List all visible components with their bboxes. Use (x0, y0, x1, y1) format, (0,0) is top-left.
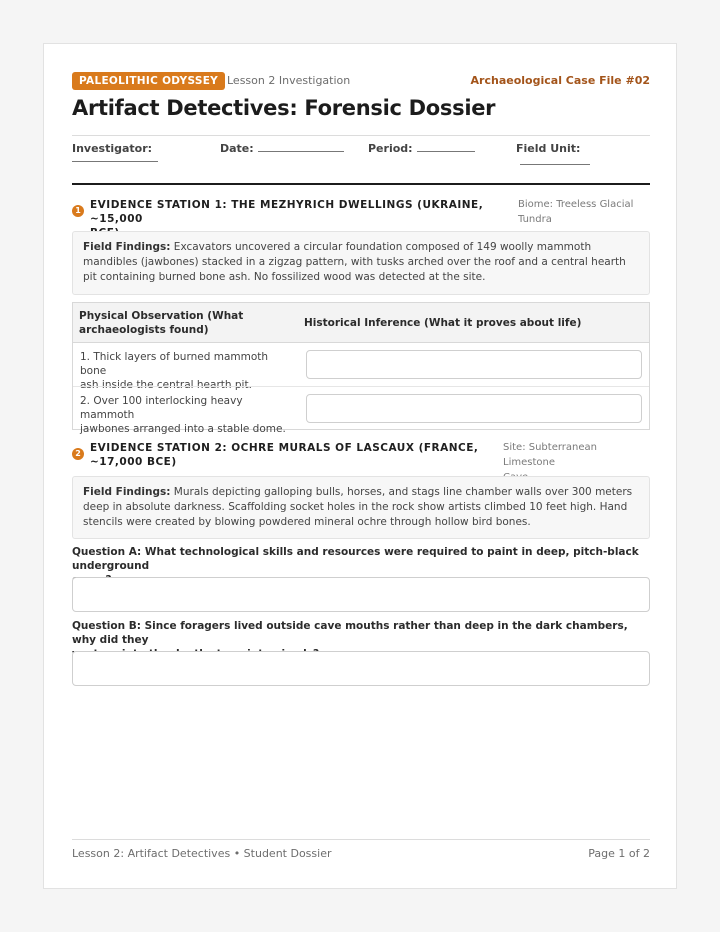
period-field[interactable] (368, 142, 475, 155)
column-header-observation: Physical Observation (What archaeologists found) (79, 310, 244, 336)
date-field[interactable] (220, 142, 344, 155)
observation-cell: 1. Thick layers of burned mammoth bone ash inside the central hearth pit. (80, 351, 269, 391)
station-2-badge: 2 (72, 448, 84, 460)
observation-cell: 2. Over 100 interlocking heavy mammoth jawbones arranged into a stable dome. (80, 395, 286, 435)
field-unit-line[interactable] (520, 156, 590, 165)
findings-label: Field Findings: (83, 486, 171, 498)
station-2-findings (72, 476, 650, 539)
findings-label: Field Findings: (83, 241, 171, 253)
field-unit-label: Field Unit: (516, 142, 581, 155)
meta-fields (72, 142, 650, 172)
station-1-biome: Biome: Treeless Glacial Tundra (518, 199, 634, 225)
page-title: Artifact Detectives: Forensic Dossier (72, 96, 496, 120)
column-header-inference: Historical Inference (What it proves about life) (304, 317, 582, 329)
station-1-badge: 1 (72, 205, 84, 217)
header-bar (72, 72, 650, 92)
station-1-title: EVIDENCE STATION 1: THE MEZHYRICH DWELLINGS (UKRAINE, ~15,000 (90, 199, 484, 225)
station-2-site: Site: Subterranean Limestone (503, 442, 597, 468)
question-b: Question B: Since foragers lived outside cave mouths rather than deep in the dark chambers, why did they (72, 620, 628, 646)
date-line[interactable] (258, 143, 344, 152)
period-label: Period: (368, 142, 413, 155)
unit-tag: PALEOLITHIC ODYSSEY (72, 72, 225, 90)
investigator-field[interactable] (72, 142, 152, 155)
inference-input-2[interactable] (306, 394, 642, 423)
investigator-label: Investigator: (72, 142, 153, 155)
station-2-title: EVIDENCE STATION 2: OCHRE MURALS OF LASCAUX (FRANCE, ~17,000 BCE) (90, 442, 479, 468)
worksheet-page (43, 43, 677, 889)
footer-divider (72, 839, 650, 840)
question-b-answer[interactable] (72, 651, 650, 686)
evidence-table (72, 302, 650, 435)
question-a-answer[interactable] (72, 577, 650, 612)
table-row (73, 343, 649, 391)
table-row (73, 386, 649, 435)
footer-left: Lesson 2: Artifact Detectives • Student Dossier (72, 847, 332, 860)
inference-input-1[interactable] (306, 350, 642, 379)
case-file-label: Archaeological Case File #02 (470, 74, 650, 87)
question-a: Question A: What technological skills and resources were required to paint in deep, pitch-black underground (72, 546, 639, 572)
findings-text: Murals depicting galloping bulls, horses, and stags line chamber walls over 300 meters deep in absolute darkness. Scaffolding socket holes in the rock show artists climbed 10 feet high. Hand stencils were created by blowing powdered mineral ochre through hollow bird bones. (83, 486, 633, 528)
findings-text: Excavators uncovered a circular foundation composed of 149 woolly mammoth mandibles (jawbones) stacked in a zigzag pattern, with tusks arched over the roof and a central hearth pit containing burned bone ash. No fossilized wood was detected at the site. (83, 241, 626, 283)
period-line[interactable] (417, 143, 475, 152)
title-divider (72, 135, 650, 136)
field-unit-field[interactable] (516, 142, 650, 168)
page-number: Page 1 of 2 (588, 847, 650, 860)
date-label: Date: (220, 142, 254, 155)
station-1-findings (72, 231, 650, 295)
investigator-line[interactable] (72, 161, 158, 162)
section-divider (72, 183, 650, 185)
lesson-label: Lesson 2 Investigation (227, 74, 351, 87)
table-header (73, 303, 649, 343)
